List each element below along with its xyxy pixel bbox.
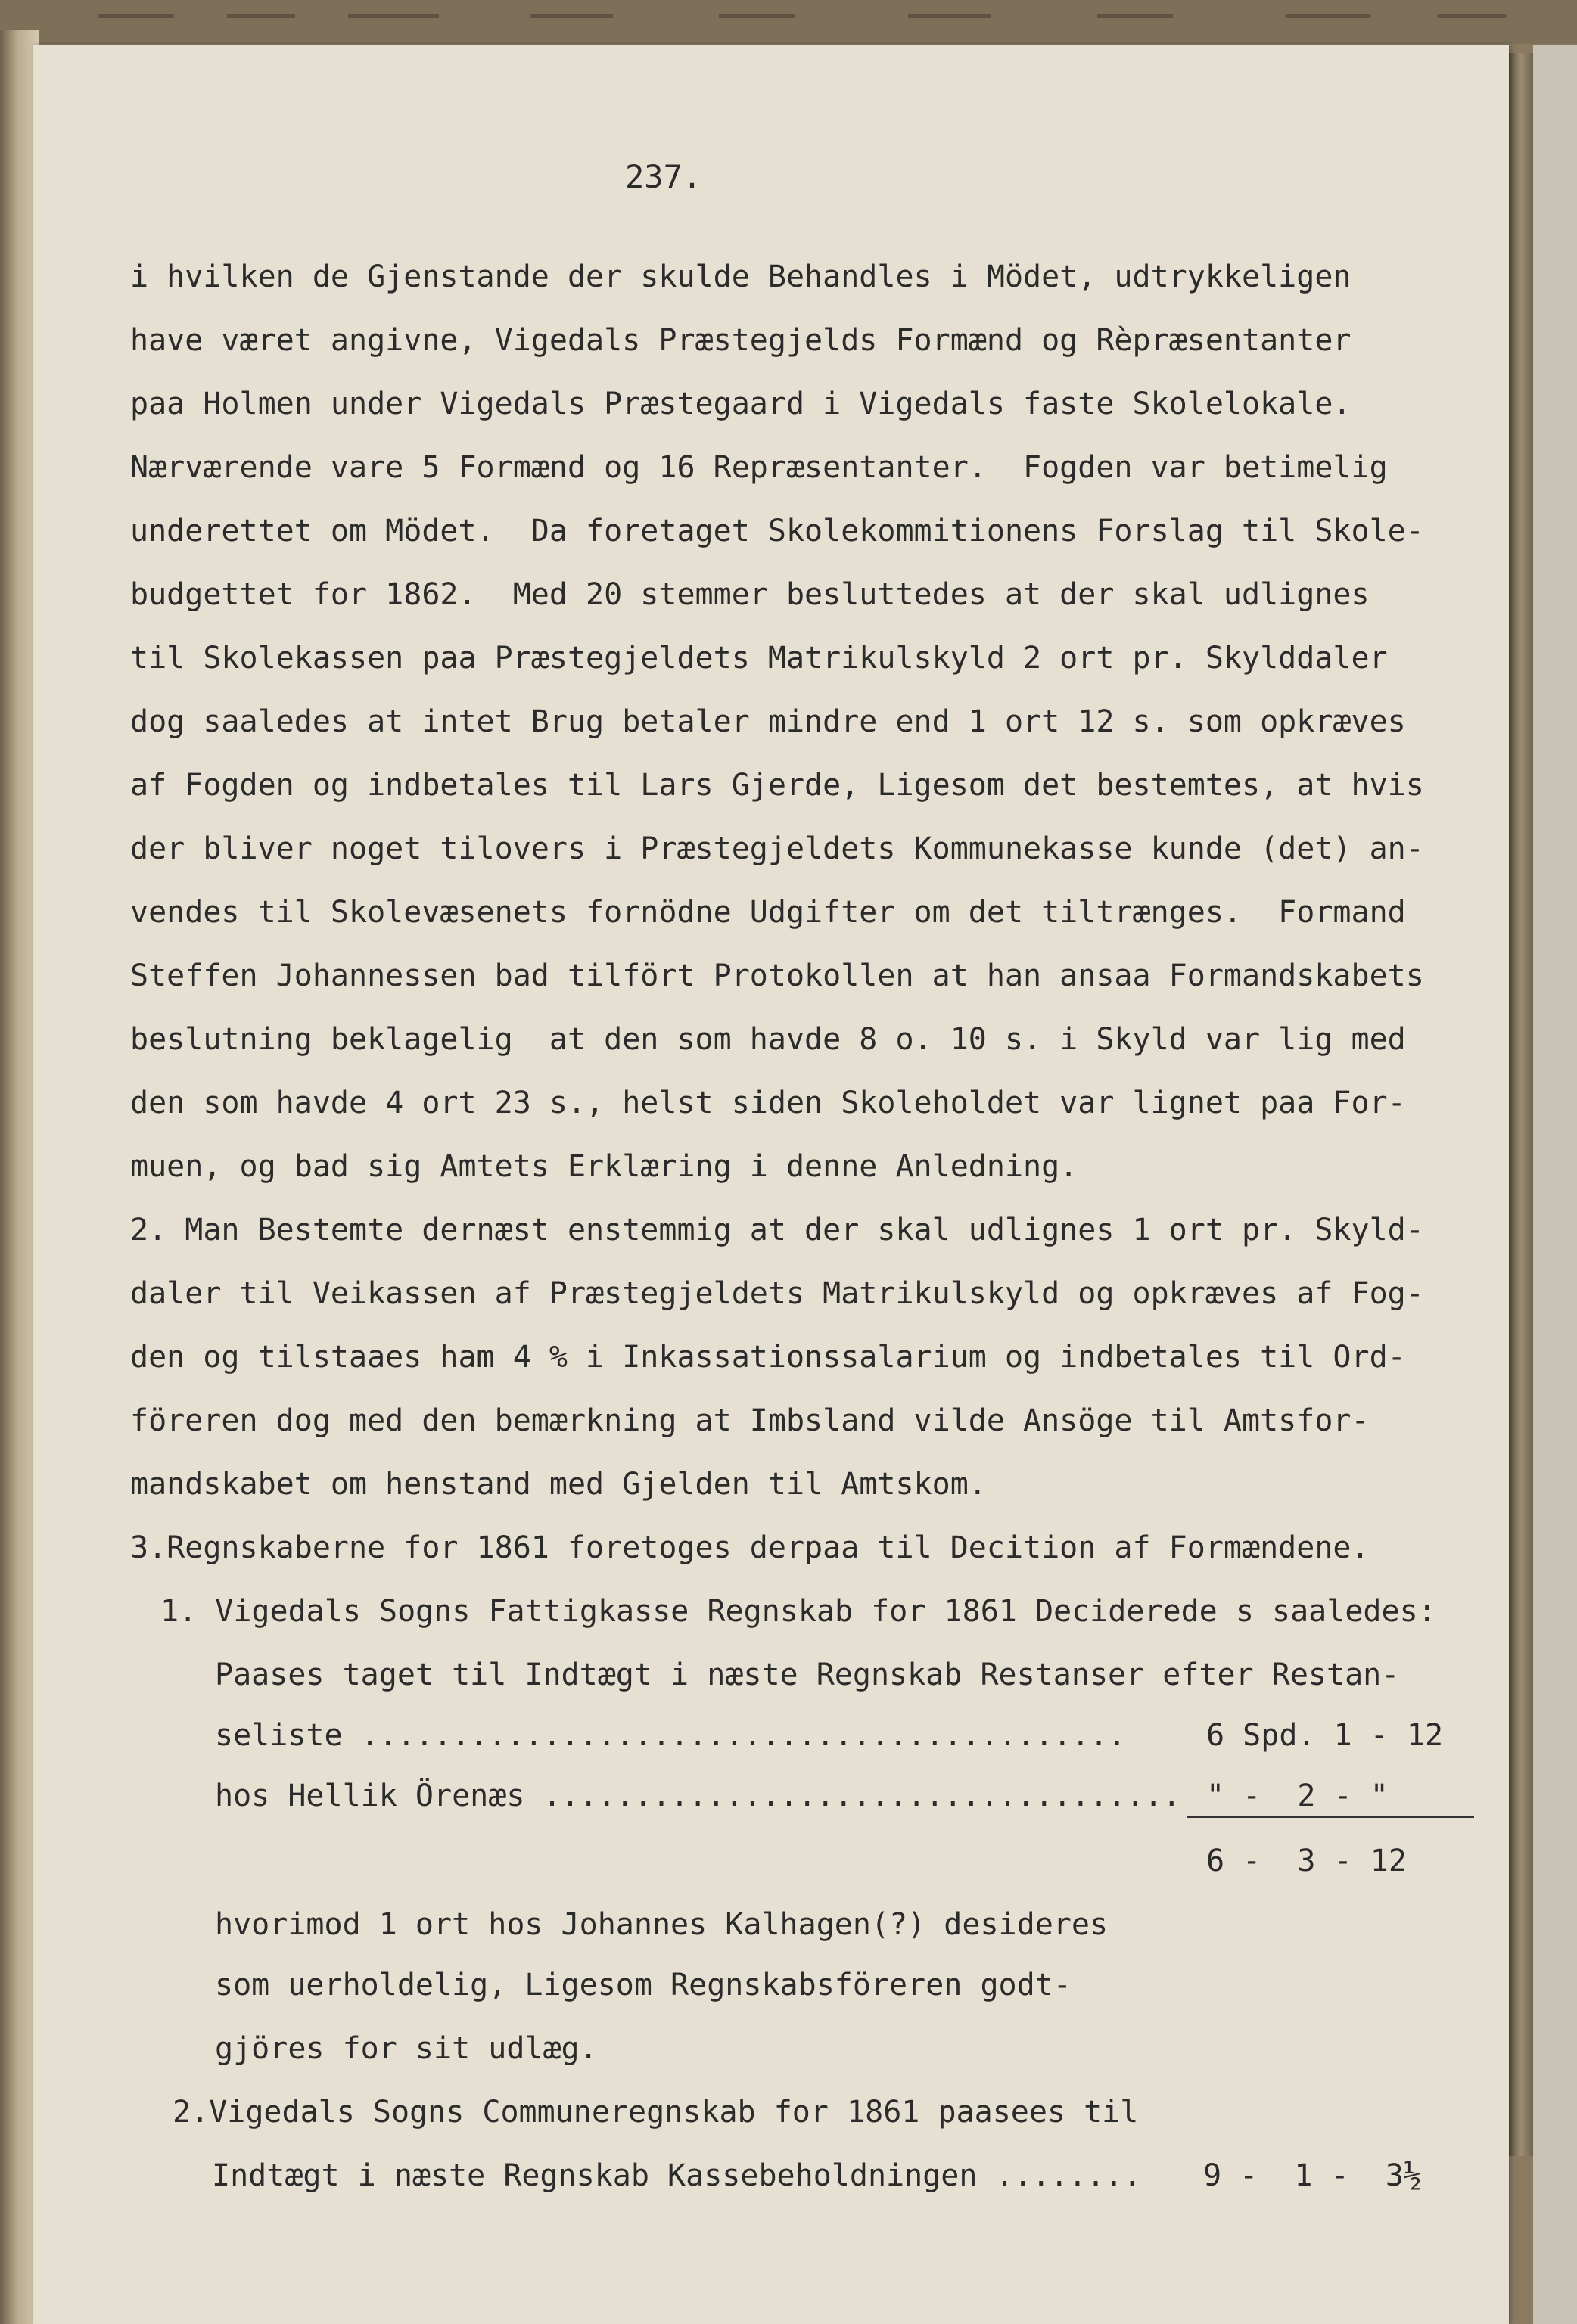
text-line: beslutning beklagelig at den som havde 8 o. 10 s. i Skyld var lig med [130,1022,1406,1057]
text-line: til Skolekassen paa Præstegjeldets Matrikulskyld 2 ort pr. Skylddaler [130,641,1388,676]
scanner-top-edge [0,0,1577,44]
text-line: muen, og bad sig Amtets Erklæring i denne Anledning. [130,1149,1078,1184]
text-line: vendes til Skolevæsenets fornödne Udgifter om det tiltrænges. Formand [130,895,1406,930]
right-background [1533,45,1577,2324]
text-line: underettet om Mödet. Da foretaget Skolekommitionens Forslag til Skole- [130,514,1424,548]
item1-note: som uerholdelig, Ligesom Regnskabsföreren godt- [215,1968,1072,2002]
item1-line: Paases taget til Indtægt i næste Regnskab Restanser efter Restan- [215,1658,1400,1692]
item1-note: gjöres for sit udlæg. [215,2031,598,2066]
item1-note: hvorimod 1 ort hos Johannes Kalhagen(?) desideres [215,1907,1109,1942]
item1-line-amount: " - 2 - " [1206,1779,1389,1813]
sum-rule [1187,1816,1474,1818]
item1-line-amount: 6 Spd. 1 - 12 [1206,1718,1444,1753]
text-line: af Fogden og indbetales til Lars Gjerde, Ligesom det bestemtes, at hvis [130,768,1424,803]
item2-heading: 2.Vigedals Sogns Communeregnskab for 1861 paasees til [173,2095,1139,2130]
text-line: 2. Man Bestemte dernæst enstemmig at der skal udlignes 1 ort pr. Skyld- [130,1213,1424,1247]
edge-mark [1097,14,1173,18]
edge-mark [1438,14,1506,18]
item1-line-label: seliste .......................................... [215,1718,1127,1753]
page-number: 237. [625,158,702,195]
right-book-edge [1509,53,1533,2156]
edge-mark [719,14,795,18]
text-line: paa Holmen under Vigedals Præstegaard i Vigedals faste Skolelokale. [130,387,1351,421]
text-line: den som havde 4 ort 23 s., helst siden Skoleholdet var lignet paa For- [130,1086,1406,1120]
item1-heading: 1. Vigedals Sogns Fattigkasse Regnskab for 1861 Deciderede s saaledes: [160,1594,1436,1629]
text-line: dog saaledes at intet Brug betaler mindre end 1 ort 12 s. som opkræves [130,704,1406,739]
edge-mark [530,14,613,18]
text-line: Nærværende vare 5 Formænd og 16 Repræsentanter. Fogden var betimelig [130,450,1388,485]
document-page [33,45,1509,2324]
text-line: Steffen Johannessen bad tilfört Protokollen at han ansaa Formandskabets [130,958,1424,993]
item1-line-label: hos Hellik Örenæs ................................... [215,1779,1181,1813]
item2-line-label: Indtægt i næste Regnskab Kassebeholdningen ........ [212,2158,1142,2193]
edge-mark [1286,14,1370,18]
item2-line-amount: 9 - 1 - 3½ [1203,2158,1422,2193]
text-line: 3.Regnskaberne for 1861 foretoges derpaa til Decition af Formændene. [130,1530,1370,1565]
text-line: i hvilken de Gjenstande der skulde Behandles i Mödet, udtrykkeligen [130,259,1351,294]
edge-mark [908,14,991,18]
text-line: den og tilstaaes ham 4 % i Inkassationssalarium og indbetales til Ord- [130,1340,1406,1375]
text-line: der bliver noget tilovers i Præstegjeldets Kommunekasse kunde (det) an- [130,831,1424,866]
text-line: mandskabet om henstand med Gjelden til Amtskom. [130,1467,987,1502]
text-line: föreren dog med den bemærkning at Imbsland vilde Ansöge til Amtsfor- [130,1403,1370,1438]
item1-total: 6 - 3 - 12 [1206,1844,1407,1878]
text-line: daler til Veikassen af Præstegjeldets Matrikulskyld og opkræves af Fog- [130,1276,1424,1311]
text-line: have været angivne, Vigedals Præstegjelds Formænd og Rèpræsentanter [130,323,1351,358]
text-line: budgettet for 1862. Med 20 stemmer besluttedes at der skal udlignes [130,577,1370,612]
edge-mark [227,14,295,18]
edge-mark [98,14,174,18]
edge-mark [348,14,439,18]
